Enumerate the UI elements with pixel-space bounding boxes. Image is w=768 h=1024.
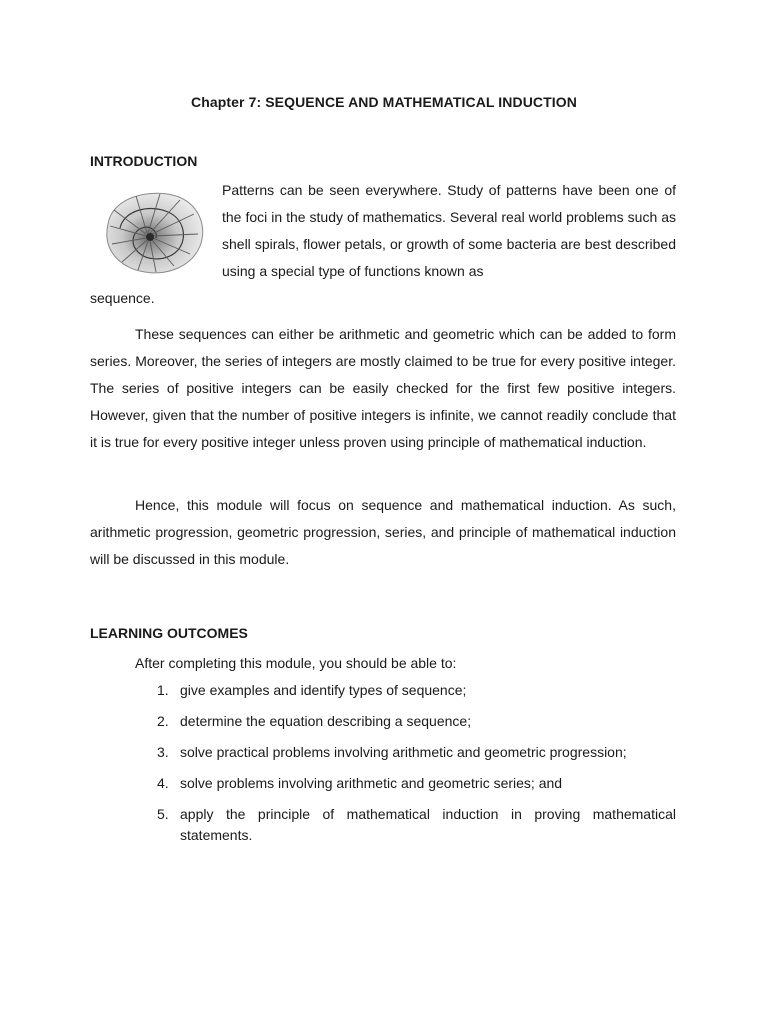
learning-outcomes-heading: LEARNING OUTCOMES xyxy=(90,625,248,641)
outcomes-list xyxy=(135,680,676,856)
intro-paragraph-3: Hence, this module will focus on sequence and mathematical induction. As such, arithmetic progression, geometric progression, series, and principle of mathematical induction will be discussed in this module. xyxy=(90,497,676,567)
list-item xyxy=(135,804,676,846)
list-item xyxy=(135,773,676,794)
intro-paragraph-1: Patterns can be seen everywhere. Study of patterns have been one of the foci in the study of mathematics. Several real world problems such as shell spirals, flower petals, or growth of some bacteria are best described using a special type of functions known as xyxy=(222,182,676,279)
introduction-heading: INTRODUCTION xyxy=(90,153,198,169)
list-item-text: solve practical problems involving arithmetic and geometric progression; xyxy=(180,744,627,760)
intro-paragraph-2: These sequences can either be arithmetic and geometric which can be added to form series. Moreover, the series of integers are mostly claimed to be true for every positive integer. The series of positive integers can be easily checked for the first few positive integers. However, given that the number of positive integers is infinite, we cannot readily conclude that it is true for every positive integer unless proven using principle of mathematical induction. xyxy=(90,326,676,450)
list-item-text: determine the equation describing a sequence; xyxy=(180,713,472,729)
list-item-number: 1. xyxy=(157,682,169,698)
list-item-number: 4. xyxy=(157,775,169,791)
list-item xyxy=(135,680,676,701)
chapter-title: Chapter 7: SEQUENCE AND MATHEMATICAL INDUCTION xyxy=(191,94,577,110)
list-item xyxy=(135,711,676,732)
intro-paragraph-1-tail: sequence. xyxy=(90,290,155,306)
list-item xyxy=(135,742,676,763)
nautilus-shell-icon xyxy=(90,186,212,278)
list-item-number: 5. xyxy=(157,806,169,822)
list-item-text: apply the principle of mathematical induction in proving mathematical statements. xyxy=(180,806,676,843)
list-item-number: 2. xyxy=(157,713,169,729)
list-item-number: 3. xyxy=(157,744,169,760)
list-item-text: solve problems involving arithmetic and geometric series; and xyxy=(180,775,563,791)
list-item-text: give examples and identify types of sequence; xyxy=(180,682,467,698)
outcomes-lead: After completing this module, you should be able to: xyxy=(135,655,457,671)
